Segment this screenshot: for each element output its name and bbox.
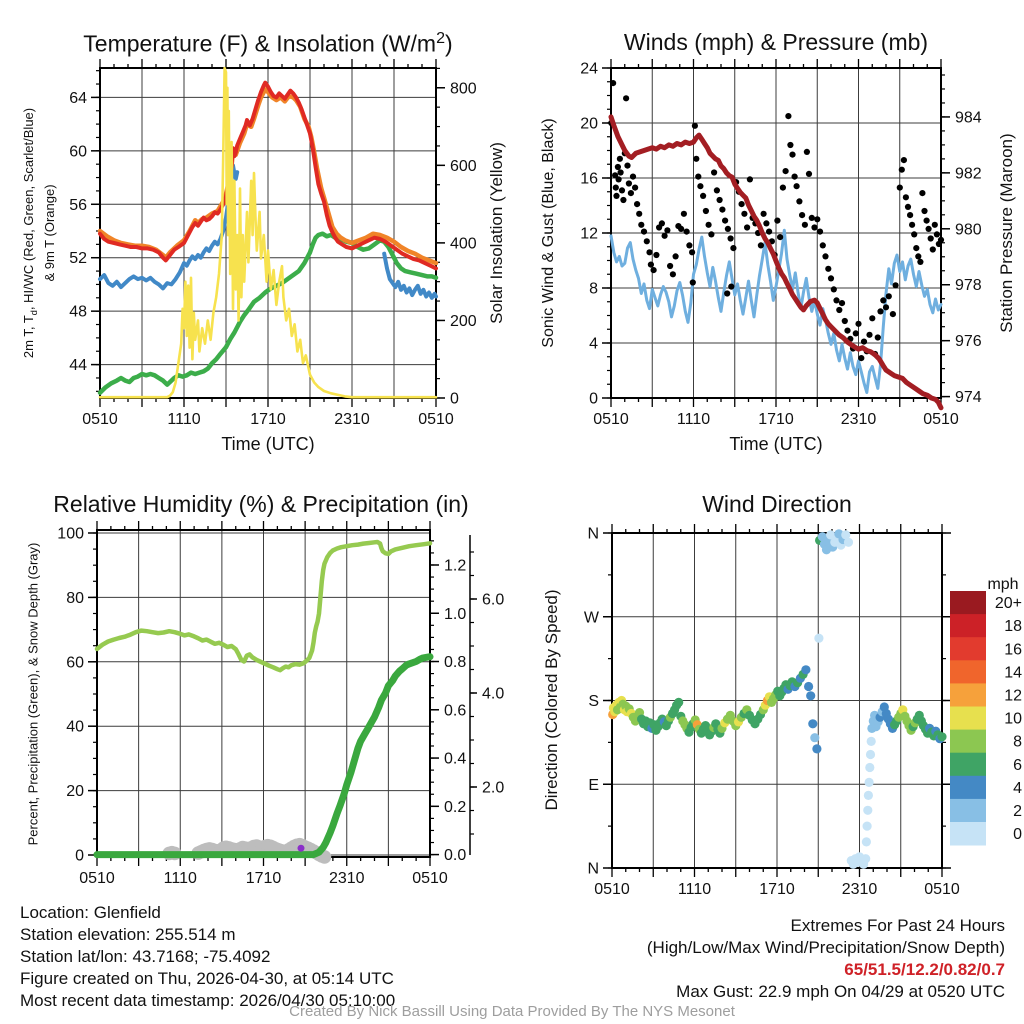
direction-yaxis-label: Direction (Colored By Speed) <box>542 589 561 811</box>
svg-text:6.0: 6.0 <box>482 591 505 609</box>
temperature-yaxis-line1: 2m T, $T_d$, HI/WC (Red, Green, Scarlet/Blue) <box>21 107 39 359</box>
svg-text:0510: 0510 <box>79 870 115 887</box>
temperature-xaxis-label: Time (UTC) <box>221 434 315 454</box>
svg-text:1110: 1110 <box>677 881 712 898</box>
svg-text:60: 60 <box>66 654 84 672</box>
svg-text:0: 0 <box>1013 826 1022 844</box>
svg-text:976: 976 <box>955 333 982 351</box>
svg-text:1110: 1110 <box>167 411 201 428</box>
svg-text:12: 12 <box>580 225 598 243</box>
svg-text:48: 48 <box>69 303 87 321</box>
svg-text:56: 56 <box>69 196 87 214</box>
svg-text:6: 6 <box>1013 756 1022 774</box>
svg-text:1710: 1710 <box>250 411 286 428</box>
extremes-title: Extremes For Past 24 Hours <box>790 916 1005 935</box>
svg-text:8: 8 <box>589 280 598 298</box>
svg-text:0: 0 <box>75 847 84 865</box>
max-gust: Max Gust: 22.9 mph On 04/29 at 0520 UTC <box>676 982 1005 1001</box>
svg-text:2310: 2310 <box>328 870 365 887</box>
extremes-values: 65/51.5/12.2/0.82/0.7 <box>844 960 1005 979</box>
svg-text:978: 978 <box>955 277 982 295</box>
svg-text:0510: 0510 <box>593 411 629 428</box>
figure-created-timestamp: Figure created on Thu, 2026-04-30, at 05:14 UTC <box>20 969 394 988</box>
svg-text:4.0: 4.0 <box>482 685 505 703</box>
svg-text:0.8: 0.8 <box>444 654 467 672</box>
svg-text:600: 600 <box>450 157 477 175</box>
svg-text:0510: 0510 <box>418 411 454 428</box>
svg-text:24: 24 <box>580 60 598 78</box>
svg-text:2310: 2310 <box>841 881 878 898</box>
svg-text:2310: 2310 <box>840 411 877 428</box>
extremes-subtitle: (High/Low/Max Wind/Precipitation/Snow Depth) <box>646 938 1005 957</box>
svg-text:60: 60 <box>69 143 87 161</box>
temperature-yaxis-line2: & 9m T (Orange) <box>41 184 57 282</box>
svg-text:14: 14 <box>1004 664 1022 682</box>
svg-text:10: 10 <box>1004 710 1022 728</box>
svg-text:44: 44 <box>69 357 87 375</box>
svg-text:N: N <box>587 525 599 543</box>
svg-text:974: 974 <box>955 389 982 407</box>
svg-text:984: 984 <box>955 109 982 127</box>
svg-text:982: 982 <box>955 165 982 183</box>
svg-text:0.6: 0.6 <box>444 702 467 720</box>
recent-data-timestamp: Most recent data timestamp: 2026/04/30 05:10:00 <box>20 991 396 1010</box>
svg-text:1710: 1710 <box>245 870 282 887</box>
winds-chart-title: Winds (mph) & Pressure (mb) <box>623 29 929 55</box>
svg-text:40: 40 <box>66 718 84 736</box>
svg-text:400: 400 <box>450 235 477 253</box>
svg-text:1710: 1710 <box>759 881 795 898</box>
svg-text:52: 52 <box>69 250 87 268</box>
svg-text:800: 800 <box>450 80 477 98</box>
station-info-block <box>20 902 395 1012</box>
temperature-yaxis-label <box>21 108 57 358</box>
station-elevation: Station elevation: 255.514 m <box>20 925 236 944</box>
svg-text:W: W <box>583 609 599 627</box>
svg-text:0510: 0510 <box>923 411 959 428</box>
svg-text:0: 0 <box>450 390 459 408</box>
svg-text:16: 16 <box>1004 641 1022 659</box>
svg-text:0: 0 <box>589 390 598 408</box>
svg-text:4: 4 <box>1013 779 1022 797</box>
svg-text:80: 80 <box>66 589 84 607</box>
svg-text:0510: 0510 <box>82 411 118 428</box>
svg-text:18: 18 <box>1004 618 1022 636</box>
svg-text:20+: 20+ <box>994 595 1022 613</box>
svg-text:S: S <box>588 693 599 710</box>
legend-mph-title: mph <box>987 576 1019 593</box>
svg-text:12: 12 <box>1004 687 1022 705</box>
svg-text:1710: 1710 <box>758 411 794 428</box>
credit-line: Created By Nick Bassill Using Data Provided By The NYS Mesonet <box>289 1003 735 1020</box>
temperature-title-superscript: 2 <box>436 29 446 47</box>
wind-yaxis-label: Sonic Wind & Gust (Blue, Black) <box>540 118 557 348</box>
extremes-block <box>647 915 1005 1003</box>
humidity-yaxis-label: Percent, Precipitation (Green), & Snow Depth (Gray) <box>25 542 41 846</box>
temperature-chart-title <box>83 29 452 58</box>
wind-direction-chart-title: Wind Direction <box>702 491 852 517</box>
svg-text:1.0: 1.0 <box>444 605 467 623</box>
svg-text:2310: 2310 <box>334 411 370 428</box>
svg-text:16: 16 <box>580 170 598 188</box>
svg-text:2.0: 2.0 <box>482 779 505 797</box>
svg-text:0510: 0510 <box>412 870 448 887</box>
svg-text:E: E <box>588 776 599 794</box>
svg-text:1.2: 1.2 <box>444 557 467 575</box>
svg-text:0.2: 0.2 <box>444 798 467 816</box>
svg-text:2: 2 <box>1013 802 1022 820</box>
pressure-yaxis-label: Station Pressure (Maroon) <box>997 133 1016 333</box>
svg-text:0.4: 0.4 <box>444 750 467 768</box>
svg-text:20: 20 <box>66 783 84 801</box>
winds-xaxis-label: Time (UTC) <box>729 434 823 454</box>
svg-text:200: 200 <box>450 312 477 330</box>
temperature-title-text: Temperature (F) & Insolation (W/m <box>83 30 437 57</box>
svg-text:N: N <box>587 860 599 878</box>
svg-text:0510: 0510 <box>924 881 960 898</box>
svg-text:20: 20 <box>580 115 598 133</box>
svg-text:100: 100 <box>57 525 84 543</box>
station-latlon: Station lat/lon: 43.7168; -75.4092 <box>20 947 271 966</box>
svg-text:8: 8 <box>1013 733 1022 751</box>
svg-text:980: 980 <box>955 221 982 239</box>
svg-text:4: 4 <box>589 335 598 353</box>
svg-text:1110: 1110 <box>676 411 711 428</box>
station-location: Location: Glenfield <box>20 903 161 922</box>
svg-text:1110: 1110 <box>163 870 197 887</box>
temperature-title-end: ) <box>445 30 453 57</box>
svg-text:0510: 0510 <box>594 881 630 898</box>
svg-text:64: 64 <box>69 89 87 107</box>
humidity-chart-title: Relative Humidity (%) & Precipitation (in) <box>53 491 469 517</box>
insolation-yaxis-label: Solar Insolation (Yellow) <box>487 142 506 324</box>
svg-text:0.0: 0.0 <box>444 847 467 865</box>
